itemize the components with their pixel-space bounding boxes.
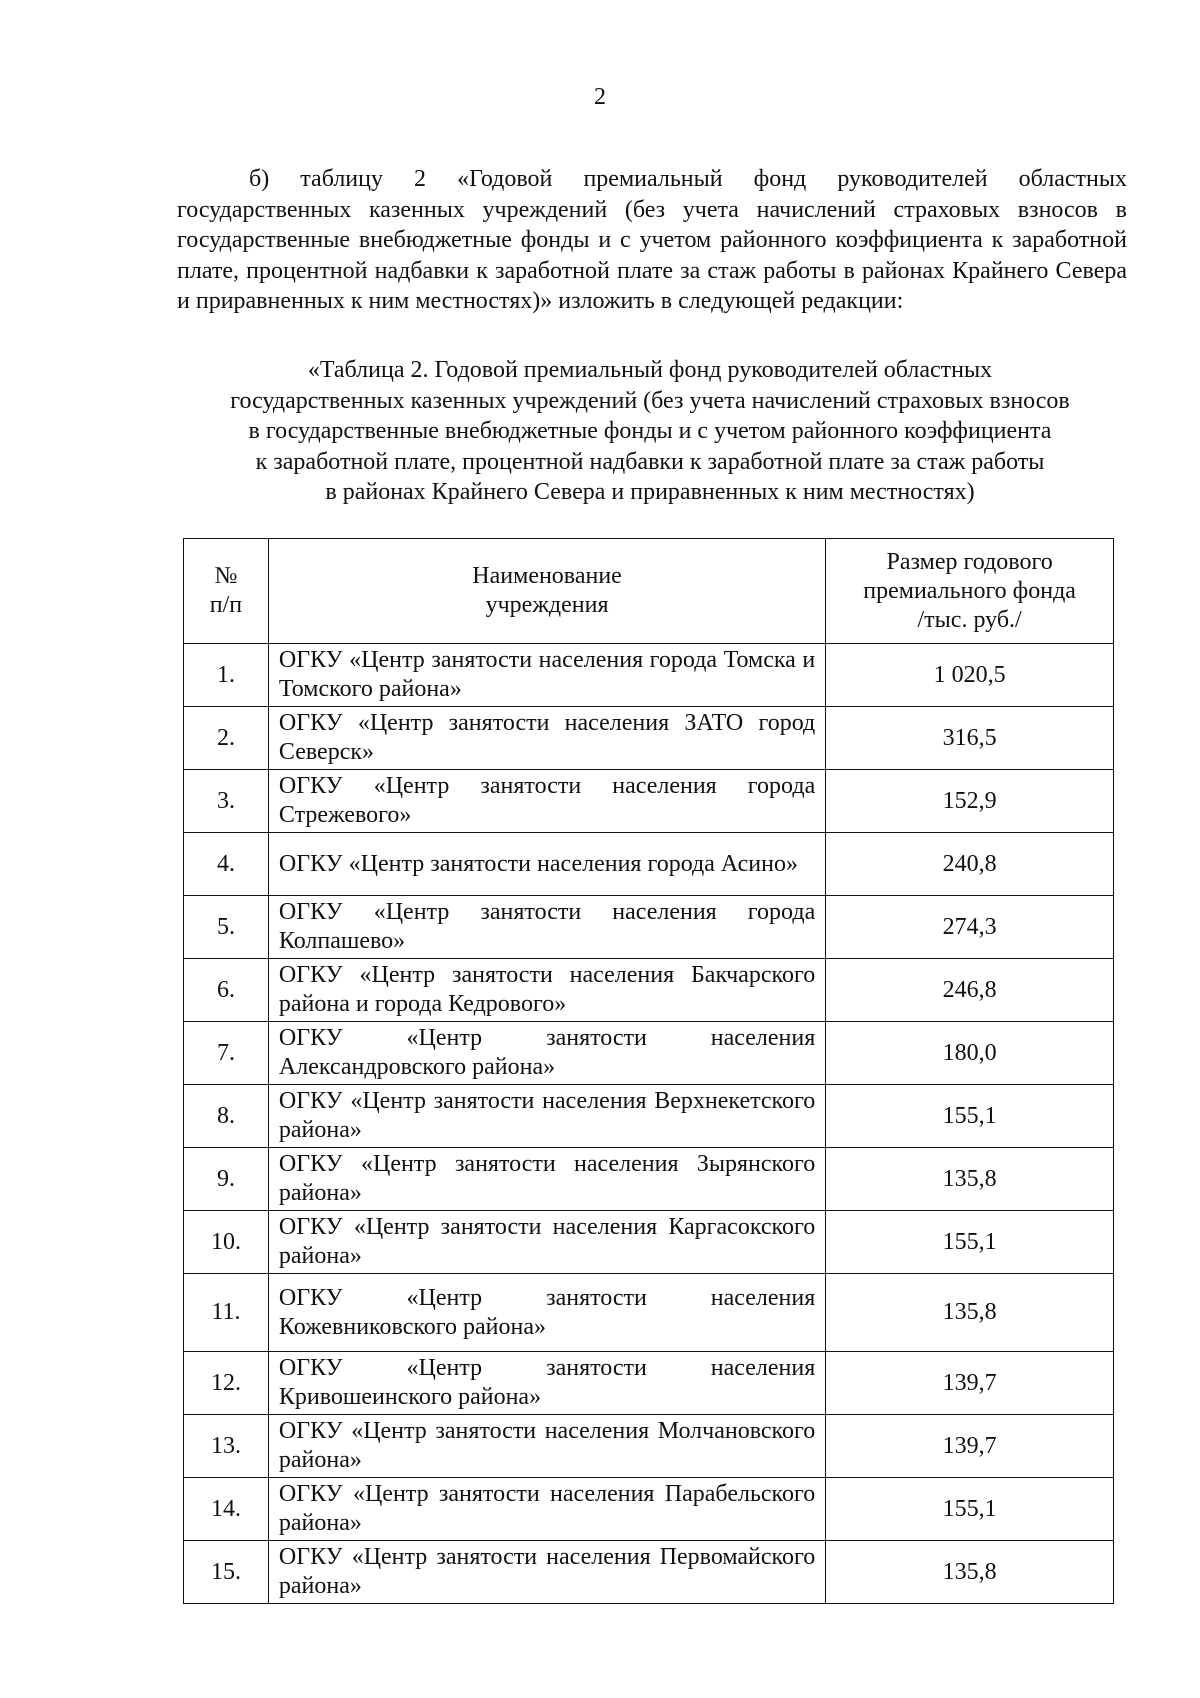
header-value-line: /тыс. руб./ — [917, 606, 1022, 633]
header-name-line: Наименование — [472, 563, 622, 589]
row-number: 4. — [184, 833, 269, 896]
header-value — [826, 539, 1114, 644]
fund-amount: 155,1 — [826, 1085, 1114, 1148]
table-caption-line: в районах Крайнего Севера и приравненных к ним местностях) — [325, 479, 975, 505]
institution-name: ОГКУ «Центр занятости населения города Асино» — [268, 833, 825, 896]
row-number: 1. — [184, 644, 269, 707]
row-number: 8. — [184, 1085, 269, 1148]
fund-amount: 316,5 — [826, 707, 1114, 770]
table-row — [184, 1085, 1114, 1148]
table-row — [184, 1148, 1114, 1211]
institution-name: ОГКУ «Центр занятости населения Зырянского района» — [268, 1148, 825, 1211]
table-row — [184, 1478, 1114, 1541]
institution-name: ОГКУ «Центр занятости населения Каргасокского района» — [268, 1211, 825, 1274]
fund-amount: 139,7 — [826, 1415, 1114, 1478]
institution-name: ОГКУ «Центр занятости населения Верхнекетского района» — [268, 1085, 825, 1148]
fund-amount: 152,9 — [826, 770, 1114, 833]
fund-amount: 155,1 — [826, 1211, 1114, 1274]
premium-fund-table — [183, 538, 1114, 1604]
table-row — [184, 1541, 1114, 1604]
fund-amount: 1 020,5 — [826, 644, 1114, 707]
fund-amount: 135,8 — [826, 1148, 1114, 1211]
table-row — [184, 707, 1114, 770]
header-num — [184, 539, 269, 644]
table-header-row — [184, 539, 1114, 644]
institution-name: ОГКУ «Центр занятости населения Молчановского района» — [268, 1415, 825, 1478]
table-row — [184, 896, 1114, 959]
header-value-line: премиального фонда — [863, 577, 1076, 604]
institution-name: ОГКУ «Центр занятости населения города Колпашево» — [268, 896, 825, 959]
header-num-line: п/п — [209, 592, 243, 618]
table-caption-line: государственных казенных учреждений (без учета начислений страховых взносов — [230, 387, 1070, 414]
fund-amount: 274,3 — [826, 896, 1114, 959]
fund-amount: 240,8 — [826, 833, 1114, 896]
row-number: 7. — [184, 1022, 269, 1085]
table-row — [184, 1352, 1114, 1415]
row-number: 15. — [184, 1541, 269, 1604]
row-number: 9. — [184, 1148, 269, 1211]
header-name — [268, 539, 825, 644]
table-caption-line: «Таблица 2. Годовой премиальный фонд руководителей областных — [307, 357, 993, 383]
institution-name: ОГКУ «Центр занятости населения города Томска и Томского района» — [268, 644, 825, 707]
header-value-line: Размер годового — [886, 548, 1053, 575]
table-row — [184, 1211, 1114, 1274]
table-caption-line: к заработной плате, процентной надбавки к заработной плате за стаж работы — [255, 448, 1045, 475]
row-number: 5. — [184, 896, 269, 959]
fund-amount: 139,7 — [826, 1352, 1114, 1415]
row-number: 6. — [184, 959, 269, 1022]
fund-amount: 135,8 — [826, 1541, 1114, 1604]
fund-amount: 155,1 — [826, 1478, 1114, 1541]
row-number: 13. — [184, 1415, 269, 1478]
row-number: 2. — [184, 707, 269, 770]
institution-name: ОГКУ «Центр занятости населения Александровского района» — [268, 1022, 825, 1085]
table-caption-line: в государственные внебюджетные фонды и с учетом районного коэффициента — [248, 418, 1052, 444]
page-number: 2 — [594, 84, 606, 110]
table-row — [184, 1415, 1114, 1478]
table-row — [184, 644, 1114, 707]
row-number: 14. — [184, 1478, 269, 1541]
fund-amount: 135,8 — [826, 1274, 1114, 1352]
fund-amount: 180,0 — [826, 1022, 1114, 1085]
institution-name: ОГКУ «Центр занятости населения Кривошеинского района» — [268, 1352, 825, 1415]
table-row — [184, 959, 1114, 1022]
institution-name: ОГКУ «Центр занятости населения Парабельского района» — [268, 1478, 825, 1541]
row-number: 12. — [184, 1352, 269, 1415]
institution-name: ОГКУ «Центр занятости населения ЗАТО город Северск» — [268, 707, 825, 770]
table-row — [184, 770, 1114, 833]
institution-name: ОГКУ «Центр занятости населения Кожевниковского района» — [268, 1274, 825, 1352]
table-row — [184, 1274, 1114, 1352]
row-number: 11. — [184, 1274, 269, 1352]
header-name-line: учреждения — [485, 592, 609, 618]
table-row — [184, 833, 1114, 896]
table-row — [184, 1022, 1114, 1085]
row-number: 3. — [184, 770, 269, 833]
table-caption — [150, 355, 1150, 508]
header-num-line: № — [214, 563, 238, 589]
fund-amount: 246,8 — [826, 959, 1114, 1022]
row-number: 10. — [184, 1211, 269, 1274]
intro-paragraph: б) таблицу 2 «Годовой премиальный фонд руководителей областных государственных казенных учреждений (без учета начислений страховых взносов в государственные внебюджетные фонды и с учетом районного коэффициента к заработной плате, процентной надбавки к заработной плате за стаж работы в районах Крайнего Севера и приравненных к ним местностях)» изложить в следующей редакции: — [177, 166, 1127, 314]
institution-name: ОГКУ «Центр занятости населения города Стрежевого» — [268, 770, 825, 833]
institution-name: ОГКУ «Центр занятости населения Первомайского района» — [268, 1541, 825, 1604]
institution-name: ОГКУ «Центр занятости населения Бакчарского района и города Кедрового» — [268, 959, 825, 1022]
